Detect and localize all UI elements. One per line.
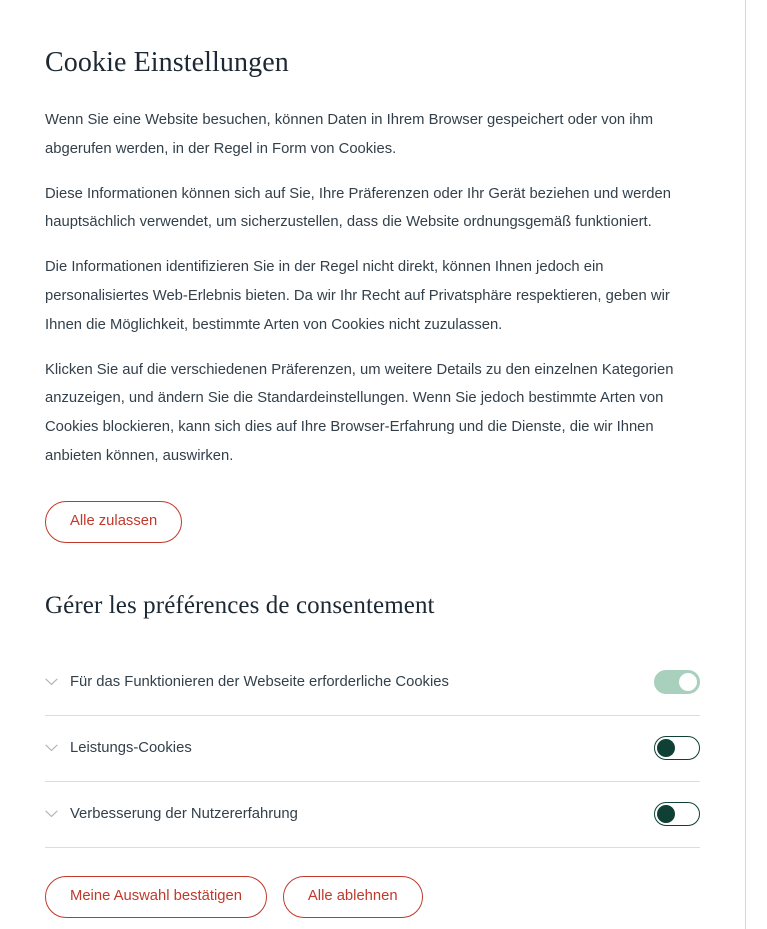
preference-row-necessary-cookies[interactable] [45,650,700,716]
confirm-selection-button[interactable]: Meine Auswahl bestätigen [45,876,267,918]
intro-paragraph-3: Die Informationen identifizieren Sie in der Regel nicht direkt, können Ihnen jedoch ein personalisiertes Web-Erlebnis bieten. Da wir Ihr Recht auf Privatsphäre respektieren, geben wir Ihnen die Möglichkeit, bestimmte Arten von Cookies nicht zuzulassen. [45,259,670,333]
intro-paragraph-2: Diese Informationen können sich auf Sie, Ihre Präferenzen oder Ihr Gerät beziehen und werden hauptsächlich verwendet, um sicherzustellen, dass die Website ordnungsgemäß funktioniert. [45,185,671,231]
reject-all-button[interactable]: Alle ablehnen [283,876,423,918]
allow-all-button[interactable]: Alle zulassen [45,501,182,543]
preferences-heading: Gérer les préférences de consentement [45,591,435,619]
preference-row-user-experience[interactable] [45,782,700,848]
chevron-down-icon[interactable] [45,810,67,818]
toggle-knob [657,805,675,823]
preferences-list [45,650,700,848]
chevron-down-icon[interactable] [45,678,67,686]
toggle-knob [679,673,697,691]
intro-paragraph-1: Wenn Sie eine Website besuchen, können Daten in Ihrem Browser gespeichert oder von ihm abgerufen werden, in der Regel in Form von Cookies. [45,112,654,157]
chevron-down-icon[interactable] [45,744,67,752]
page-title: Cookie Einstellungen [45,47,289,78]
toggle-user-experience[interactable] [654,802,700,826]
preference-label: Leistungs-Cookies [70,740,192,757]
toggle-performance-cookies[interactable] [654,736,700,760]
preference-label: Für das Funktionieren der Webseite erforderliche Cookies [70,674,449,691]
preference-label: Verbesserung der Nutzererfahrung [70,806,298,823]
toggle-necessary-cookies[interactable] [654,670,700,694]
background-page-edge [745,0,767,929]
toggle-knob [657,739,675,757]
intro-paragraph-4: Klicken Sie auf die verschiedenen Präferenzen, um weitere Details zu den einzelnen Kategorien anzuzeigen, und ändern Sie die Standardeinstellungen. Wenn Sie jedoch bestimmte Arten von Cookies blockieren, kann sich dies auf Ihre Browser-Erfahrung und die Dienste, die wir Ihnen anbieten können, auswirken. [45,361,674,464]
preference-row-performance-cookies[interactable] [45,716,700,782]
dialog-action-buttons [45,876,700,918]
